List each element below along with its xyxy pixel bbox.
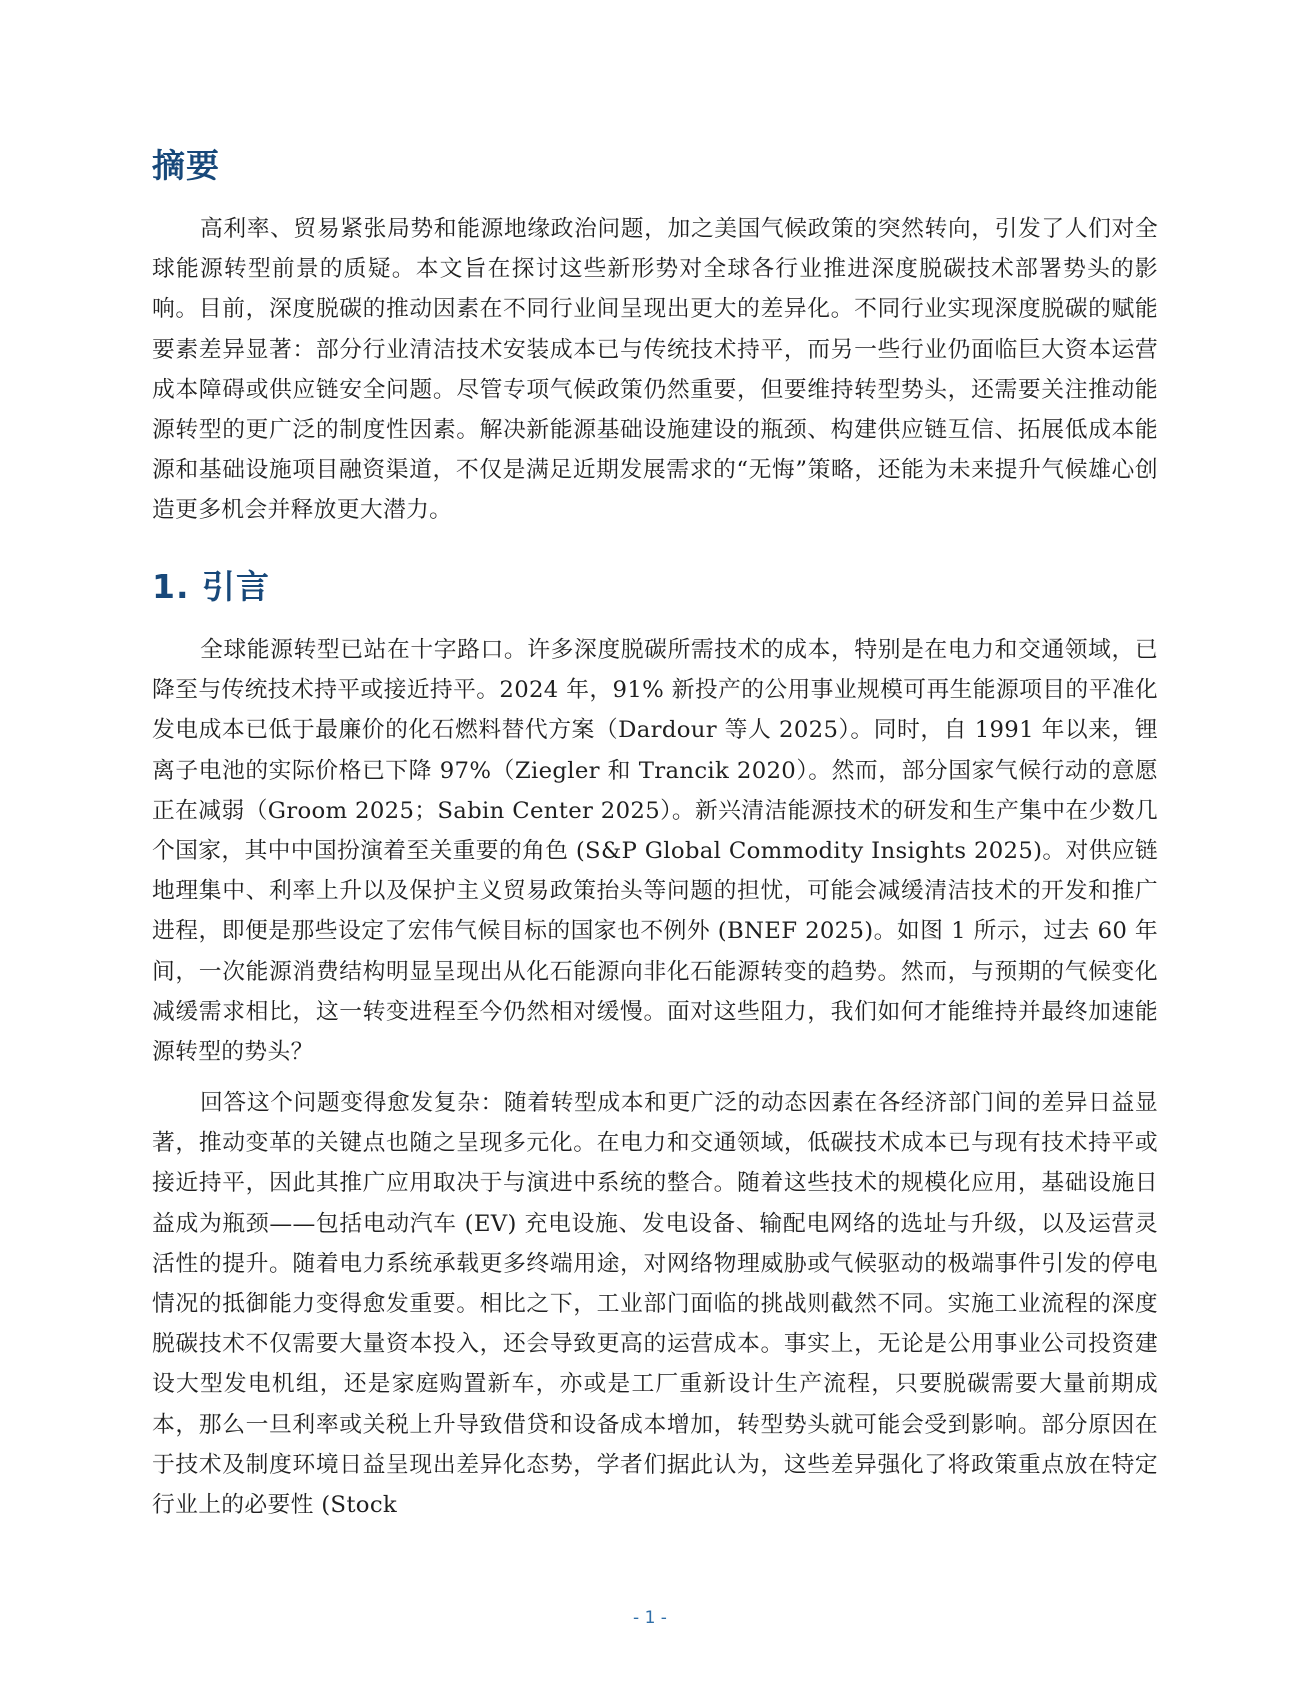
page-number: - 1 - (633, 1608, 667, 1628)
abstract-paragraph: 高利率、贸易紧张局势和能源地缘政治问题，加之美国气候政策的突然转向，引发了人们对全球能源转型前景的质疑。本文旨在探讨这些新形势对全球各行业推进深度脱碳技术部署势头的影响。目前，深度脱碳的推动因素在不同行业间呈现出更大的差异化。不同行业实现深度脱碳的赋能要素差异显著：部分行业清洁技术安装成本已与传统技术持平，而另一些行业仍面临巨大资本运营成本障碍或供应链安全问题。尽管专项气候政策仍然重要，但要维持转型势头，还需要关注推动能源转型的更广泛的制度性因素。解决新能源基础设施建设的瓶颈、构建供应链互信、拓展低成本能源和基础设施项目融资渠道，不仅是满足近期发展需求的“无悔”策略，还能为未来提升气候雄心创造更多机会并释放更大潜力。 (152, 216, 1158, 524)
introduction-heading: 1. 引言 (152, 567, 270, 606)
introduction-paragraph-1: 全球能源转型已站在十字路口。许多深度脱碳所需技术的成本，特别是在电力和交通领域，已降至与传统技术持平或接近持平。2024 年，91% 新投产的公用事业规模可再生能源项目的平准化发电成本已低于最廉价的化石燃料替代方案（Dardour 等人 2025）。同时，自 1991 年以来，锂离子电池的实际价格已下降 97%（Ziegler 和 Trancik 2020）。然而，部分国家气候行动的意愿正在减弱（Groom 2025；Sabin Center 2025）。新兴清洁能源技术的研发和生产集中在少数几个国家，其中中国扮演着至关重要的角色 (S&P Global Commodity Insights 2025)。对供应链地理集中、利率上升以及保护主义贸易政策抬头等问题的担忧，可能会减缓清洁技术的开发和推广进程，即便是那些设定了宏伟气候目标的国家也不例外 (BNEF 2025)。如图 1 所示，过去 60 年间，一次能源消费结构明显呈现出从化石能源向非化石能源转变的趋势。然而，与预期的气候变化减缓需求相比，这一转变进程至今仍然相对缓慢。面对这些阻力，我们如何才能维持并最终加速能源转型的势头？ (152, 637, 1158, 1066)
introduction-paragraph-2: 回答这个问题变得愈发复杂：随着转型成本和更广泛的动态因素在各经济部门间的差异日益显著，推动变革的关键点也随之呈现多元化。在电力和交通领域，低碳技术成本已与现有技术持平或接近持平，因此其推广应用取决于与演进中系统的整合。随着这些技术的规模化应用，基础设施日益成为瓶颈——包括电动汽车 (EV) 充电设施、发电设备、输配电网络的选址与升级，以及运营灵活性的提升。随着电力系统承载更多终端用途，对网络物理威胁或气候驱动的极端事件引发的停电情况的抵御能力变得愈发重要。相比之下，工业部门面临的挑战则截然不同。实施工业流程的深度脱碳技术不仅需要大量资本投入，还会导致更高的运营成本。事实上，无论是公用事业公司投资建设大型发电机组，还是家庭购置新车，亦或是工厂重新设计生产流程，只要脱碳需要大量前期成本，那么一旦利率或关税上升导致借贷和设备成本增加，转型势头就可能会受到影响。部分原因在于技术及制度环境日益呈现出差异化态势，学者们据此认为，这些差异强化了将政策重点放在特定行业上的必要性 (Stock (152, 1090, 1158, 1519)
abstract-heading: 摘要 (152, 146, 220, 185)
